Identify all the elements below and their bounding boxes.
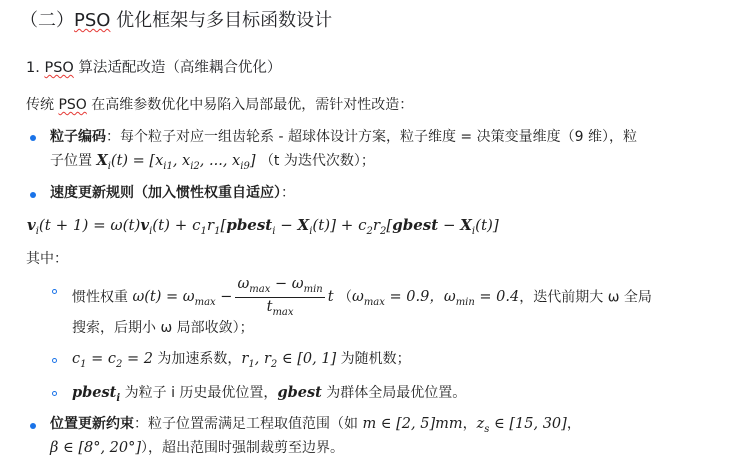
random-desc: 为随机数； (336, 351, 411, 367)
pbest-symbol: pbest$_i$ (72, 384, 121, 404)
sub-bullet-circle (52, 289, 57, 294)
particle-encoding-desc: ：每个粒子对应一组齿轮系 - 超球体设计方案，粒子维度 = 决策变量维度（9 维），粒 (106, 129, 637, 145)
zs-range: $z_s$ ∈ [15, 30] (476, 416, 567, 435)
position-constraint-tail: ），超出范围时强制裁剪至边界。 (141, 440, 345, 456)
particle-encoding-line1 (50, 129, 637, 146)
sub-bullet-circle (52, 391, 57, 396)
position-constraint-line2 (50, 440, 344, 457)
section-title-prefix: （二） (20, 10, 74, 31)
where-label: 其中： (26, 251, 68, 267)
section-title-rest: 优化框架与多目标函数设计 (110, 10, 333, 31)
subsection-title-pso: PSO (44, 60, 74, 76)
accel-desc: 为加速系数， (152, 351, 242, 367)
range-sep: ， (462, 416, 477, 432)
particle-encoding-line2 (50, 152, 375, 173)
inertia-line1 (72, 276, 652, 319)
intro-post: 在高维参数优化中易陷入局部最优，需针对性改造： (86, 97, 414, 113)
position-constraint-line1 (50, 416, 581, 436)
subsection-title-rest: 算法适配改造（高维耦合优化） (73, 60, 282, 76)
inertia-line2: 搜索，后期小 ω 局部收敛）； (72, 320, 254, 336)
bullet-dot (30, 192, 36, 198)
particle-position-formula: $X_i(t) = [x_{i1}$, $x_{i2}$, ..., $x_{i9}$] (96, 152, 256, 172)
accel-formula: $c_1 = c_2 = 2$ (72, 351, 153, 370)
particle-encoding-term: 粒子编码 (50, 129, 106, 145)
velocity-update-term: 速度更新规则（加入惯性权重自适应） (50, 185, 281, 201)
m-range: m ∈ [2, 5]mm (362, 416, 463, 432)
sub-bullet-circle (52, 358, 57, 363)
subsection-title (26, 60, 281, 77)
subsection-number: 1. (26, 60, 45, 76)
particle-position-note: （t 为迭代次数）； (259, 153, 375, 169)
section-title (20, 10, 332, 32)
pbest-desc: 为粒子 i 历史最优位置， (120, 385, 278, 401)
beta-range: β ∈ [8°, 20°] (50, 440, 142, 456)
particle-position-label: 子位置 (50, 153, 97, 169)
inertia-label: 惯性权重 (72, 289, 133, 306)
inertia-values: $\omega_{max} = 0.9$，$\omega_{min} = 0.4$ (352, 289, 520, 309)
gbest-symbol: gbest (277, 384, 322, 401)
range-tail: ， (566, 416, 581, 432)
bullet-dot (30, 135, 36, 141)
best-line (72, 384, 466, 405)
inertia-note: ，迭代前期大 ω 全局 (519, 289, 652, 306)
section-title-pso: PSO (74, 10, 111, 31)
velocity-update-title (50, 185, 295, 202)
velocity-update-colon: ： (281, 185, 295, 201)
bullet-dot (30, 423, 36, 429)
intro-pre: 传统 (26, 97, 59, 113)
velocity-update-formula: $v_i(t + 1) = \omega(t)v_i(t)$ + $c_1r_1[pbest_i - X_i(t)]$ + $c_2r_2[gbest - X_i(t)]$ (27, 216, 499, 237)
intro-paragraph (26, 97, 413, 114)
random-formula: $r_1$, $r_2$ ∈ [0, 1] (241, 351, 337, 370)
intro-pso: PSO (58, 97, 87, 113)
inertia-paren: （ (338, 289, 352, 306)
accel-line (72, 351, 411, 371)
position-constraint-desc: ：粒子位置需满足工程取值范围（如 (134, 416, 363, 432)
position-constraint-term: 位置更新约束 (50, 416, 134, 432)
inertia-formula: $\omega(t) = \omega_{max}$ − $\frac{\omega_{max} - \omega_{min}}{t_{max}}$ t (132, 276, 334, 318)
gbest-desc: 为群体全局最优位置。 (321, 385, 467, 401)
